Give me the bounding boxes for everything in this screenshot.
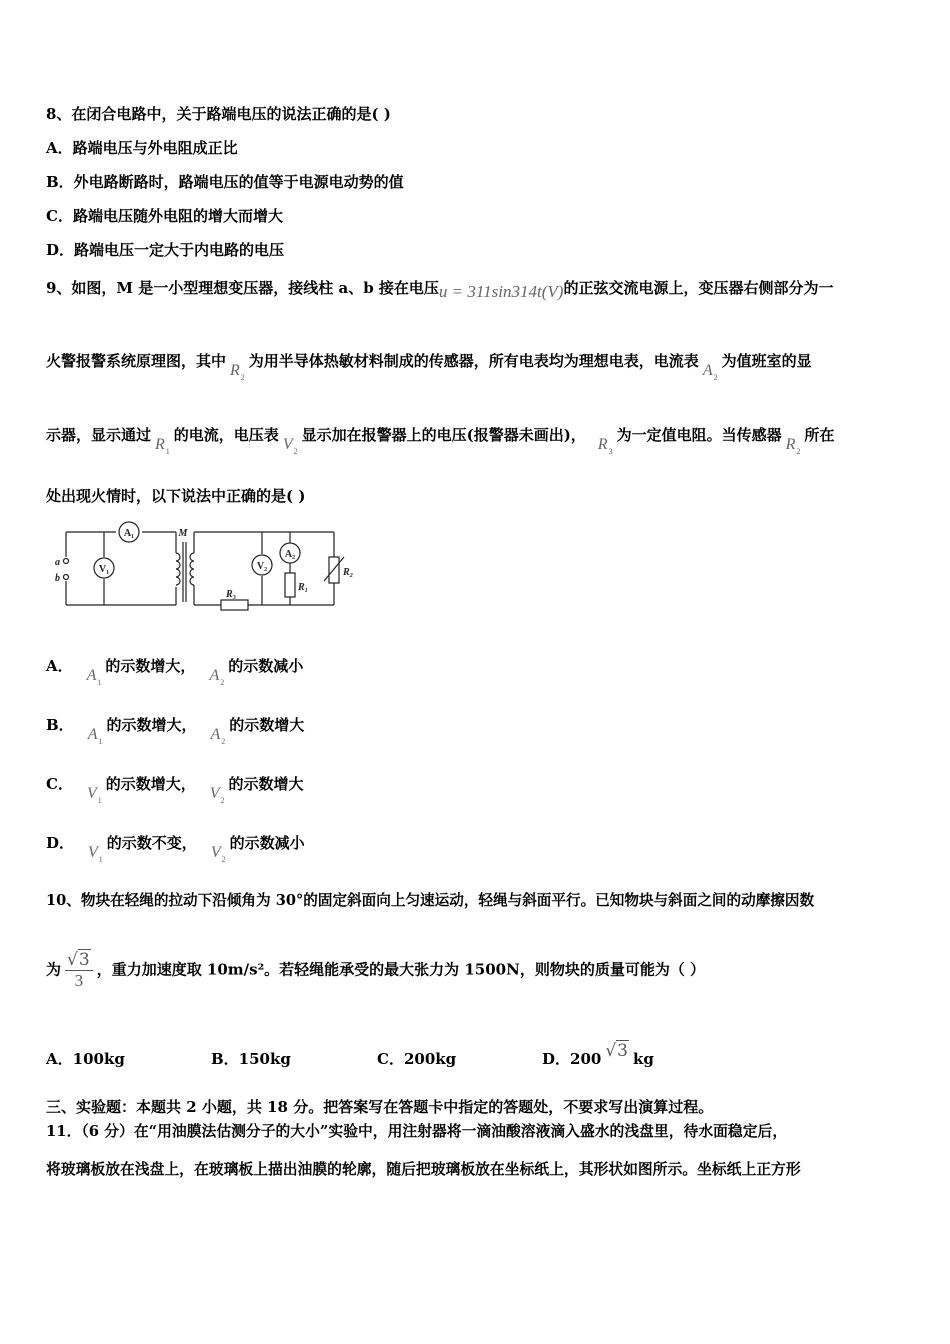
var-r3: $R_3$ — [597, 436, 613, 456]
q9-line1: 9、如图，M 是一小型理想变压器，接线柱 a、b 接在电压u = 311sin314t(V)的正弦交流电源上，变压器右侧部分为一 — [46, 279, 834, 301]
var-a2: $A_2$ — [702, 362, 718, 382]
q8-stem: 8、在闭合电路中，关于路端电压的说法正确的是( ) — [46, 105, 391, 123]
circuit-diagram — [46, 517, 366, 612]
q9-option-d: D．$V_1$的示数不变，$V_2$的示数减小 — [46, 834, 305, 864]
q11-line2: 将玻璃板放在浅盘上，在玻璃板上描出油膜的轮廓，随后把玻璃板放在坐标纸上，其形状如图所示。坐标纸上正方形 — [46, 1161, 801, 1178]
var-v2: $V_2$ — [282, 436, 298, 456]
ammeter-a2-label: A₂ — [284, 549, 296, 560]
friction-fraction: $\frac{√3}{3}$ — [65, 950, 93, 991]
var-r2b: $R_2$ — [785, 436, 801, 456]
q8-option-c: C．路端电压随外电阻的增大而增大 — [46, 207, 283, 225]
q8-option-d: D．路端电压一定大于内电路的电压 — [46, 241, 285, 259]
q9-option-c: C．$V_1$的示数增大，$V_2$的示数增大 — [46, 775, 304, 805]
terminal-a-label: a — [55, 557, 60, 568]
q8-option-a: A．路端电压与外电阻成正比 — [46, 139, 238, 157]
var-r2: $R_2$ — [230, 362, 245, 382]
var-r1: $R_1$ — [155, 436, 170, 456]
q10-option-d: D．200 √3 kg — [542, 1041, 654, 1068]
voltmeter-v2-label: V₂ — [256, 561, 268, 572]
q8-option-b: B．外电路断路时，路端电压的值等于电源电动势的值 — [46, 173, 404, 191]
q9-line3: 示器，显示通过$R_1$的电流，电压表$V_2$显示加在报警器上的电压(报警器未画出)，$R_3$为一定值电阻。当传感器$R_2$所在 — [46, 426, 835, 456]
q10-option-c: C．200kg — [377, 1050, 457, 1068]
q11-line1: 11．（6 分）在“用油膜法估测分子的大小”实验中，用注射器将一滴油酸溶液滴入盛水的浅盘里，待水面稳定后， — [46, 1123, 788, 1140]
q9-option-b: B．$A_1$的示数增大，$A_2$的示数增大 — [46, 716, 305, 746]
q10-line1: 10、物块在轻绳的拉动下沿倾角为 30°的固定斜面向上匀速运动，轻绳与斜面平行。已知物块与斜面之间的动摩擦因数 — [46, 892, 815, 909]
ammeter-a1-label: A₁ — [123, 528, 135, 539]
resistor-r2-label: R₂ — [343, 567, 354, 578]
q10-option-b: B．150kg — [211, 1050, 291, 1068]
resistor-r3-label: R₃ — [226, 589, 237, 600]
transformer-m-label: M — [178, 528, 188, 539]
q10-line2: 为 $\frac{√3}{3}$ ，重力加速度取 10m/s²。若轻绳能承受的最大张力为 1500N，则物块的质量可能为（ ） — [46, 950, 706, 990]
terminal-b-label: b — [55, 573, 60, 584]
resistor-r1-label: R₁ — [298, 582, 309, 593]
q9-option-a: A．$A_1$的示数增大，$A_2$的示数减小 — [46, 657, 304, 687]
voltage-formula: u = 311sin314t(V) — [438, 282, 564, 301]
section-3-heading: 三、实验题：本题共 2 小题，共 18 分。把答案写在答题卡中指定的答题处，不要求写出演算过程。 — [46, 1098, 714, 1116]
q9-line4: 处出现火情时，以下说法中正确的是( ) — [46, 487, 306, 505]
q9-line2: 火警报警系统原理图，其中$R_2$为用半导体热敏材料制成的传感器，所有电表均为理想电表，电流表$A_2$为值班室的显 — [46, 352, 812, 382]
voltmeter-v1-label: V₁ — [98, 564, 110, 575]
q10-option-a: A．100kg — [46, 1050, 125, 1068]
